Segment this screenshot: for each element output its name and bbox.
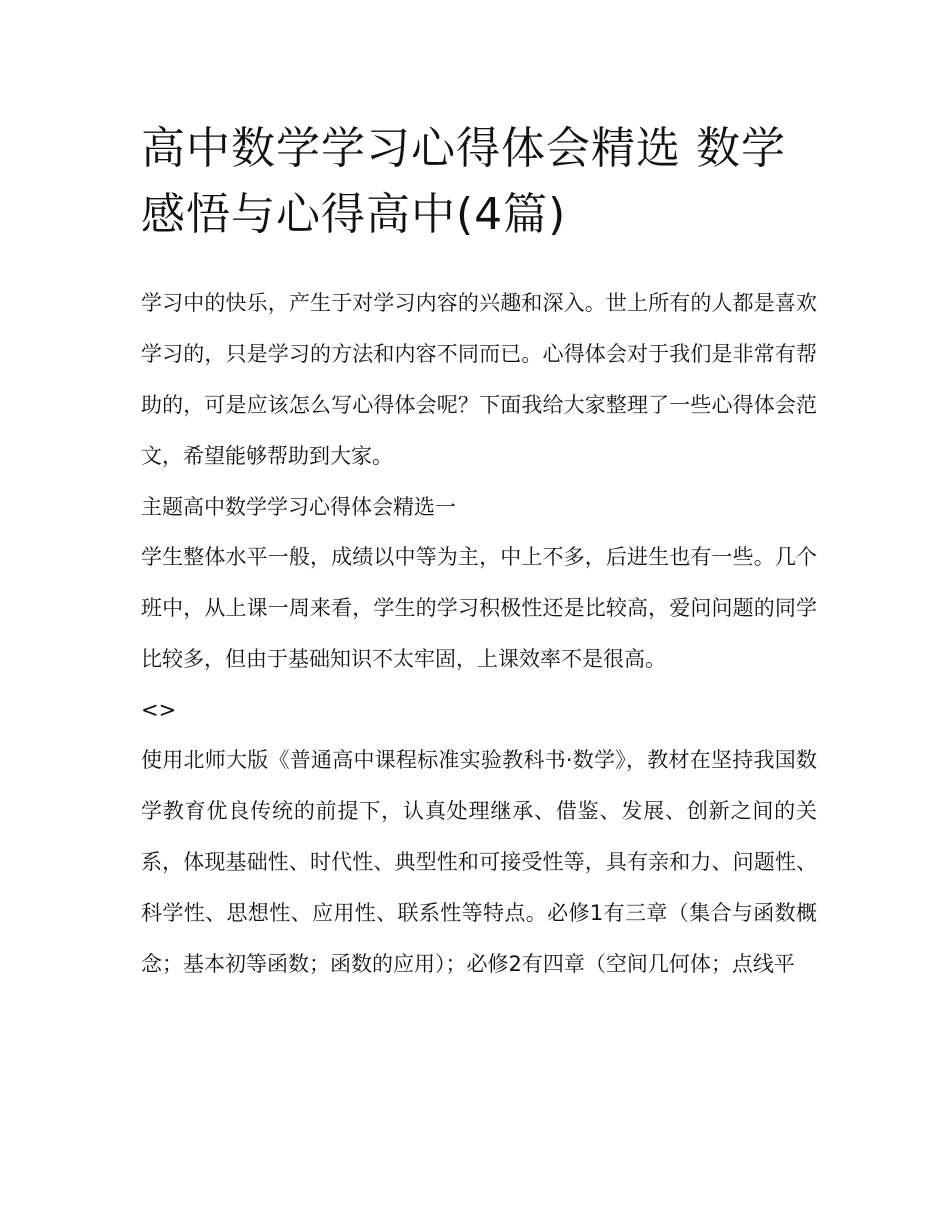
document-page bbox=[141, 116, 817, 990]
document-title: 高中数学学习心得体会精选 数学感悟与心得高中(4篇) bbox=[141, 123, 786, 240]
students-paragraph: 学生整体水平一般，成绩以中等为主，中上不多，后进生也有一些。几个班中，从上课一周来看，学生的学习积极性还是比较高，爱问问题的同学比较多，但由于基础知识不太牢固，上课效率不是很高。 bbox=[141, 545, 817, 671]
intro-paragraph: 学习中的快乐，产生于对学习内容的兴趣和深入。世上所有的人都是喜欢学习的，只是学习的方法和内容不同而已。心得体会对于我们是非常有帮助的，可是应该怎么写心得体会呢？下面我给大家整理了一些心得体会范文，希望能够帮助到大家。 bbox=[141, 291, 817, 468]
section-marker: <> bbox=[141, 698, 177, 722]
textbook-paragraph: 使用北师大版《普通高中课程标准实验教科书·数学》，教材在坚持我国数学教育优良传统的前提下，认真处理继承、借鉴、发展、创新之间的关系，体现基础性、时代性、典型性和可接受性等，具有亲和力、问题性、科学性、思想性、应用性、联系性等特点。必修1有三章（集合与函数概念；基本初等函数；函数的应用）；必修2有四章（空间几何体；点线平 bbox=[141, 748, 817, 976]
section-heading: 主题高中数学学习心得体会精选一 bbox=[141, 495, 456, 519]
